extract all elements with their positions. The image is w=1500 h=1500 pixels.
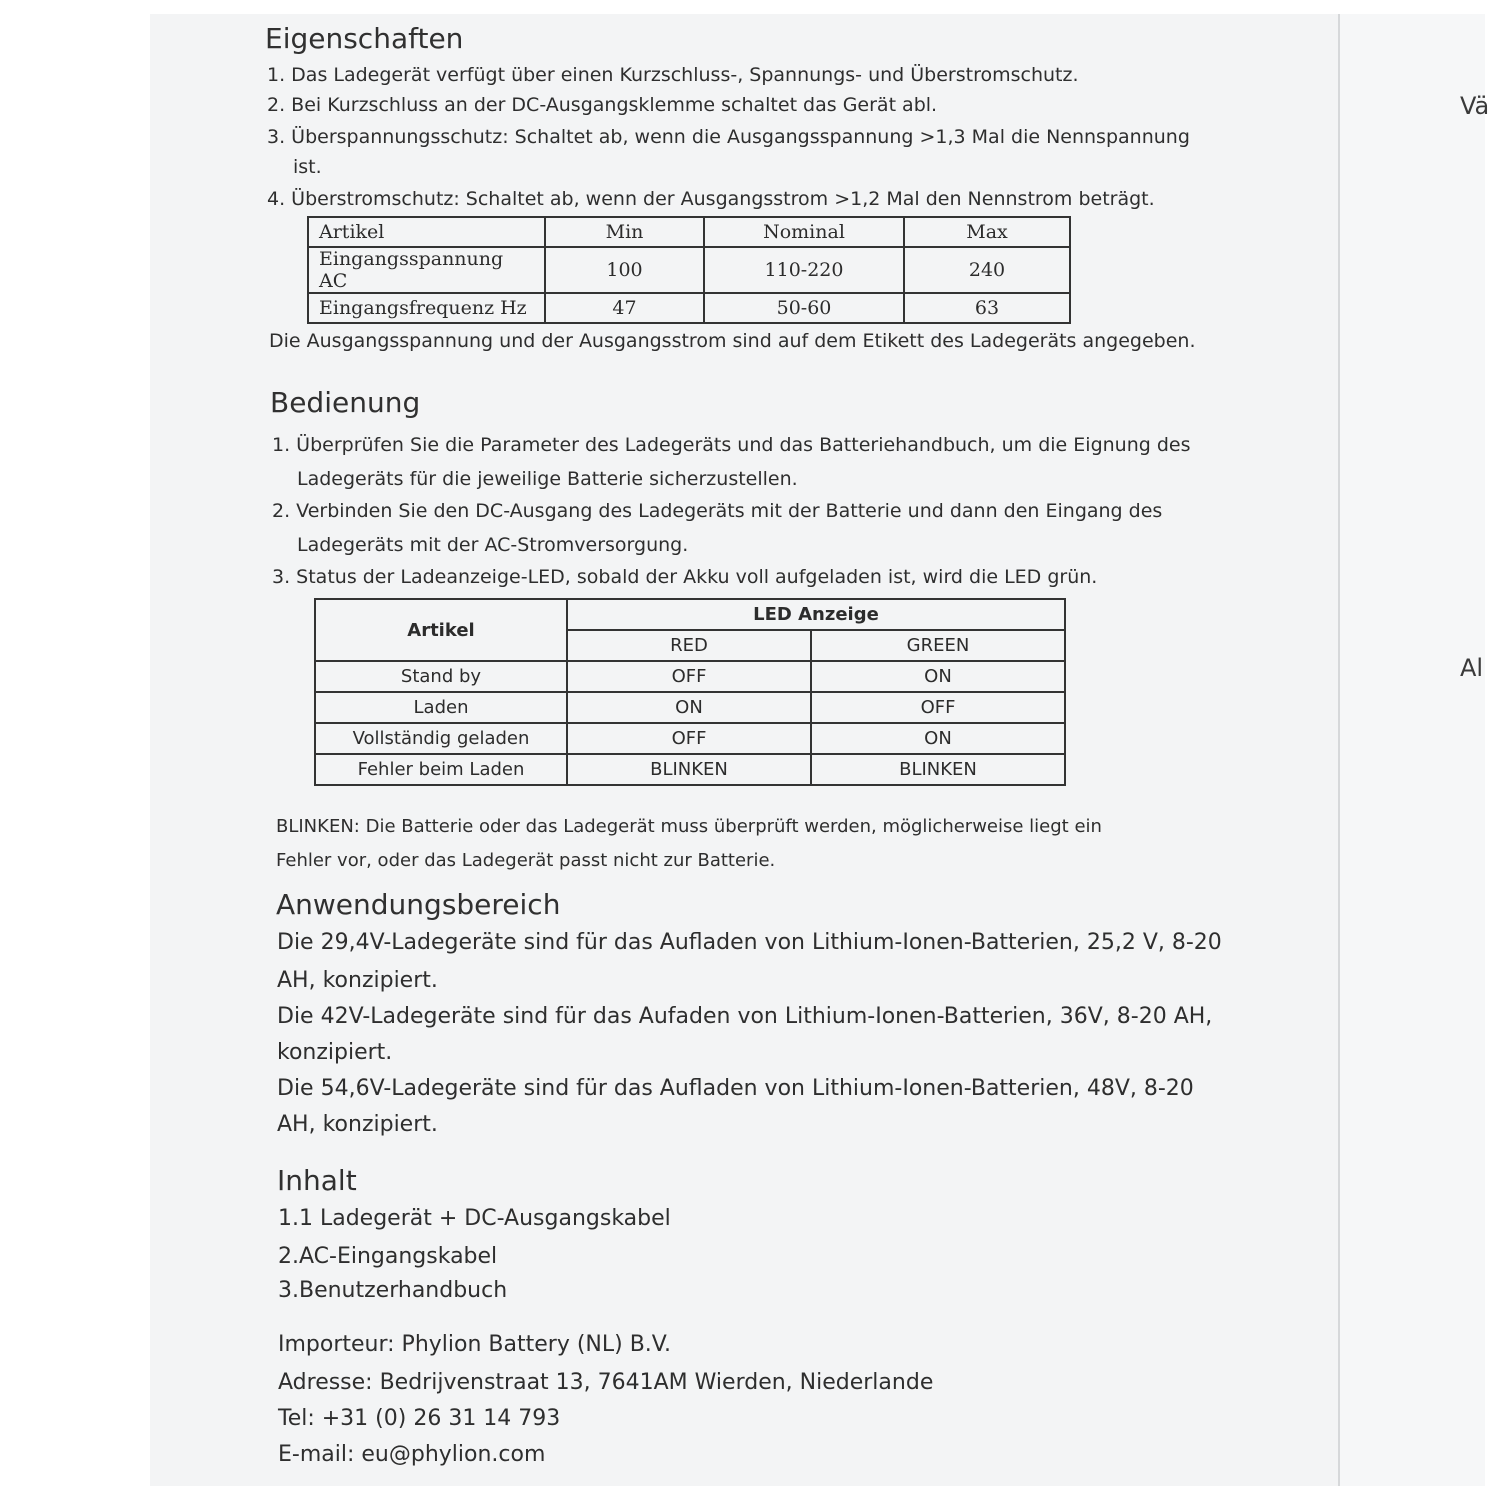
table-row: [308, 247, 1070, 293]
phone-line: Tel: +31 (0) 26 31 14 793: [278, 1406, 561, 1431]
table-cell: Eingangsfrequenz Hz: [308, 293, 545, 323]
table-row: [315, 754, 1065, 785]
table-row: [315, 661, 1065, 692]
list-item-continuation: ist.: [293, 156, 322, 178]
table-header-row: [315, 599, 1065, 630]
paragraph-line: AH, konzipiert.: [277, 1112, 438, 1137]
table-cell: 50-60: [704, 293, 904, 323]
table-header: Nominal: [704, 217, 904, 247]
email-line: E-mail: eu@phylion.com: [278, 1442, 546, 1467]
list-item: 2. Verbinden Sie den DC-Ausgang des Ladegeräts mit der Batterie und dann den Eingang des: [272, 500, 1163, 522]
list-item: 3. Überspannungsschutz: Schaltet ab, wenn die Ausgangsspannung >1,3 Mal die Nennspannung: [267, 126, 1190, 148]
table-cell: OFF: [567, 661, 811, 692]
table-cell: Eingangsspannung AC: [308, 247, 545, 293]
table-header: Max: [904, 217, 1070, 247]
table-cell: 63: [904, 293, 1070, 323]
section-title-anwendungsbereich: Anwendungsbereich: [276, 888, 561, 921]
table-header-led-anzeige: LED Anzeige: [567, 599, 1065, 630]
table-header: Min: [545, 217, 704, 247]
table-cell: 47: [545, 293, 704, 323]
importer-line: Importeur: Phylion Battery (NL) B.V.: [278, 1332, 671, 1357]
manual-page: [150, 14, 1340, 1486]
table-cell: Fehler beim Laden: [315, 754, 567, 785]
table-cell: Vollständig geladen: [315, 723, 567, 754]
table-header-green: GREEN: [811, 630, 1065, 661]
table-header-red: RED: [567, 630, 811, 661]
table-row: [315, 723, 1065, 754]
list-item: 1. Das Ladegerät verfügt über einen Kurzschluss-, Spannungs- und Überstromschutz.: [267, 64, 1079, 86]
section-title-bedienung: Bedienung: [270, 386, 421, 419]
list-item: 1. Überprüfen Sie die Parameter des Ladegeräts und das Batteriehandbuch, um die Eignung des: [272, 434, 1191, 456]
list-item: 2. Bei Kurzschluss an der DC-Ausgangsklemme schaltet das Gerät abl.: [267, 94, 938, 116]
table-cell: OFF: [567, 723, 811, 754]
spec-note: Die Ausgangsspannung und der Ausgangsstrom sind auf dem Etikett des Ladegeräts angegeben.: [269, 330, 1196, 352]
list-item: 1.1 Ladegerät + DC-Ausgangskabel: [278, 1206, 671, 1231]
adjacent-page: [1340, 14, 1490, 1486]
paragraph-line: konzipiert.: [277, 1040, 393, 1065]
table-cell: 110-220: [704, 247, 904, 293]
list-item: 3. Status der Ladeanzeige-LED, sobald der Akku voll aufgeladen ist, wird die LED grün.: [272, 566, 1098, 588]
paragraph-line: Die 29,4V-Ladegeräte sind für das Aufladen von Lithium-Ionen-Batterien, 25,2 V, 8-20: [277, 930, 1222, 955]
section-title-eigenschaften: Eigenschaften: [265, 22, 464, 55]
table-cell: Laden: [315, 692, 567, 723]
address-line: Adresse: Bedrijvenstraat 13, 7641AM Wierden, Niederlande: [278, 1370, 934, 1395]
table-row: [308, 293, 1070, 323]
list-item: 3.Benutzerhandbuch: [278, 1278, 508, 1303]
table-row: [315, 692, 1065, 723]
spec-table: [307, 216, 1071, 324]
table-header: Artikel: [308, 217, 545, 247]
table-cell: Stand by: [315, 661, 567, 692]
list-item: 4. Überstromschutz: Schaltet ab, wenn der Ausgangsstrom >1,2 Mal den Nennstrom beträgt.: [267, 188, 1155, 210]
list-item-continuation: Ladegeräts mit der AC-Stromversorgung.: [297, 534, 689, 556]
section-title-inhalt: Inhalt: [277, 1164, 357, 1197]
list-item-continuation: Ladegeräts für die jeweilige Batterie sicherzustellen.: [297, 468, 798, 490]
table-header-artikel: Artikel: [315, 599, 567, 661]
list-item: 2.AC-Eingangskabel: [278, 1244, 498, 1269]
table-cell: BLINKEN: [811, 754, 1065, 785]
table-cell: 240: [904, 247, 1070, 293]
table-cell: BLINKEN: [567, 754, 811, 785]
paragraph-line: AH, konzipiert.: [277, 968, 438, 993]
table-cell: ON: [567, 692, 811, 723]
blinken-note: BLINKEN: Die Batterie oder das Ladegerät muss überprüft werden, möglicherweise liegt ein: [276, 816, 1102, 837]
paragraph-line: Die 54,6V-Ladegeräte sind für das Aufladen von Lithium-Ionen-Batterien, 48V, 8-20: [277, 1076, 1194, 1101]
led-status-table: [314, 598, 1066, 786]
table-cell: 100: [545, 247, 704, 293]
table-cell: OFF: [811, 692, 1065, 723]
adjacent-page-fragment: Vä: [1460, 92, 1490, 120]
table-header-row: [308, 217, 1070, 247]
blinken-note: Fehler vor, oder das Ladegerät passt nicht zur Batterie.: [276, 850, 776, 871]
table-cell: ON: [811, 661, 1065, 692]
adjacent-page-fragment: Al: [1460, 654, 1484, 682]
paragraph-line: Die 42V-Ladegeräte sind für das Aufaden von Lithium-Ionen-Batterien, 36V, 8-20 AH,: [277, 1004, 1213, 1029]
table-cell: ON: [811, 723, 1065, 754]
